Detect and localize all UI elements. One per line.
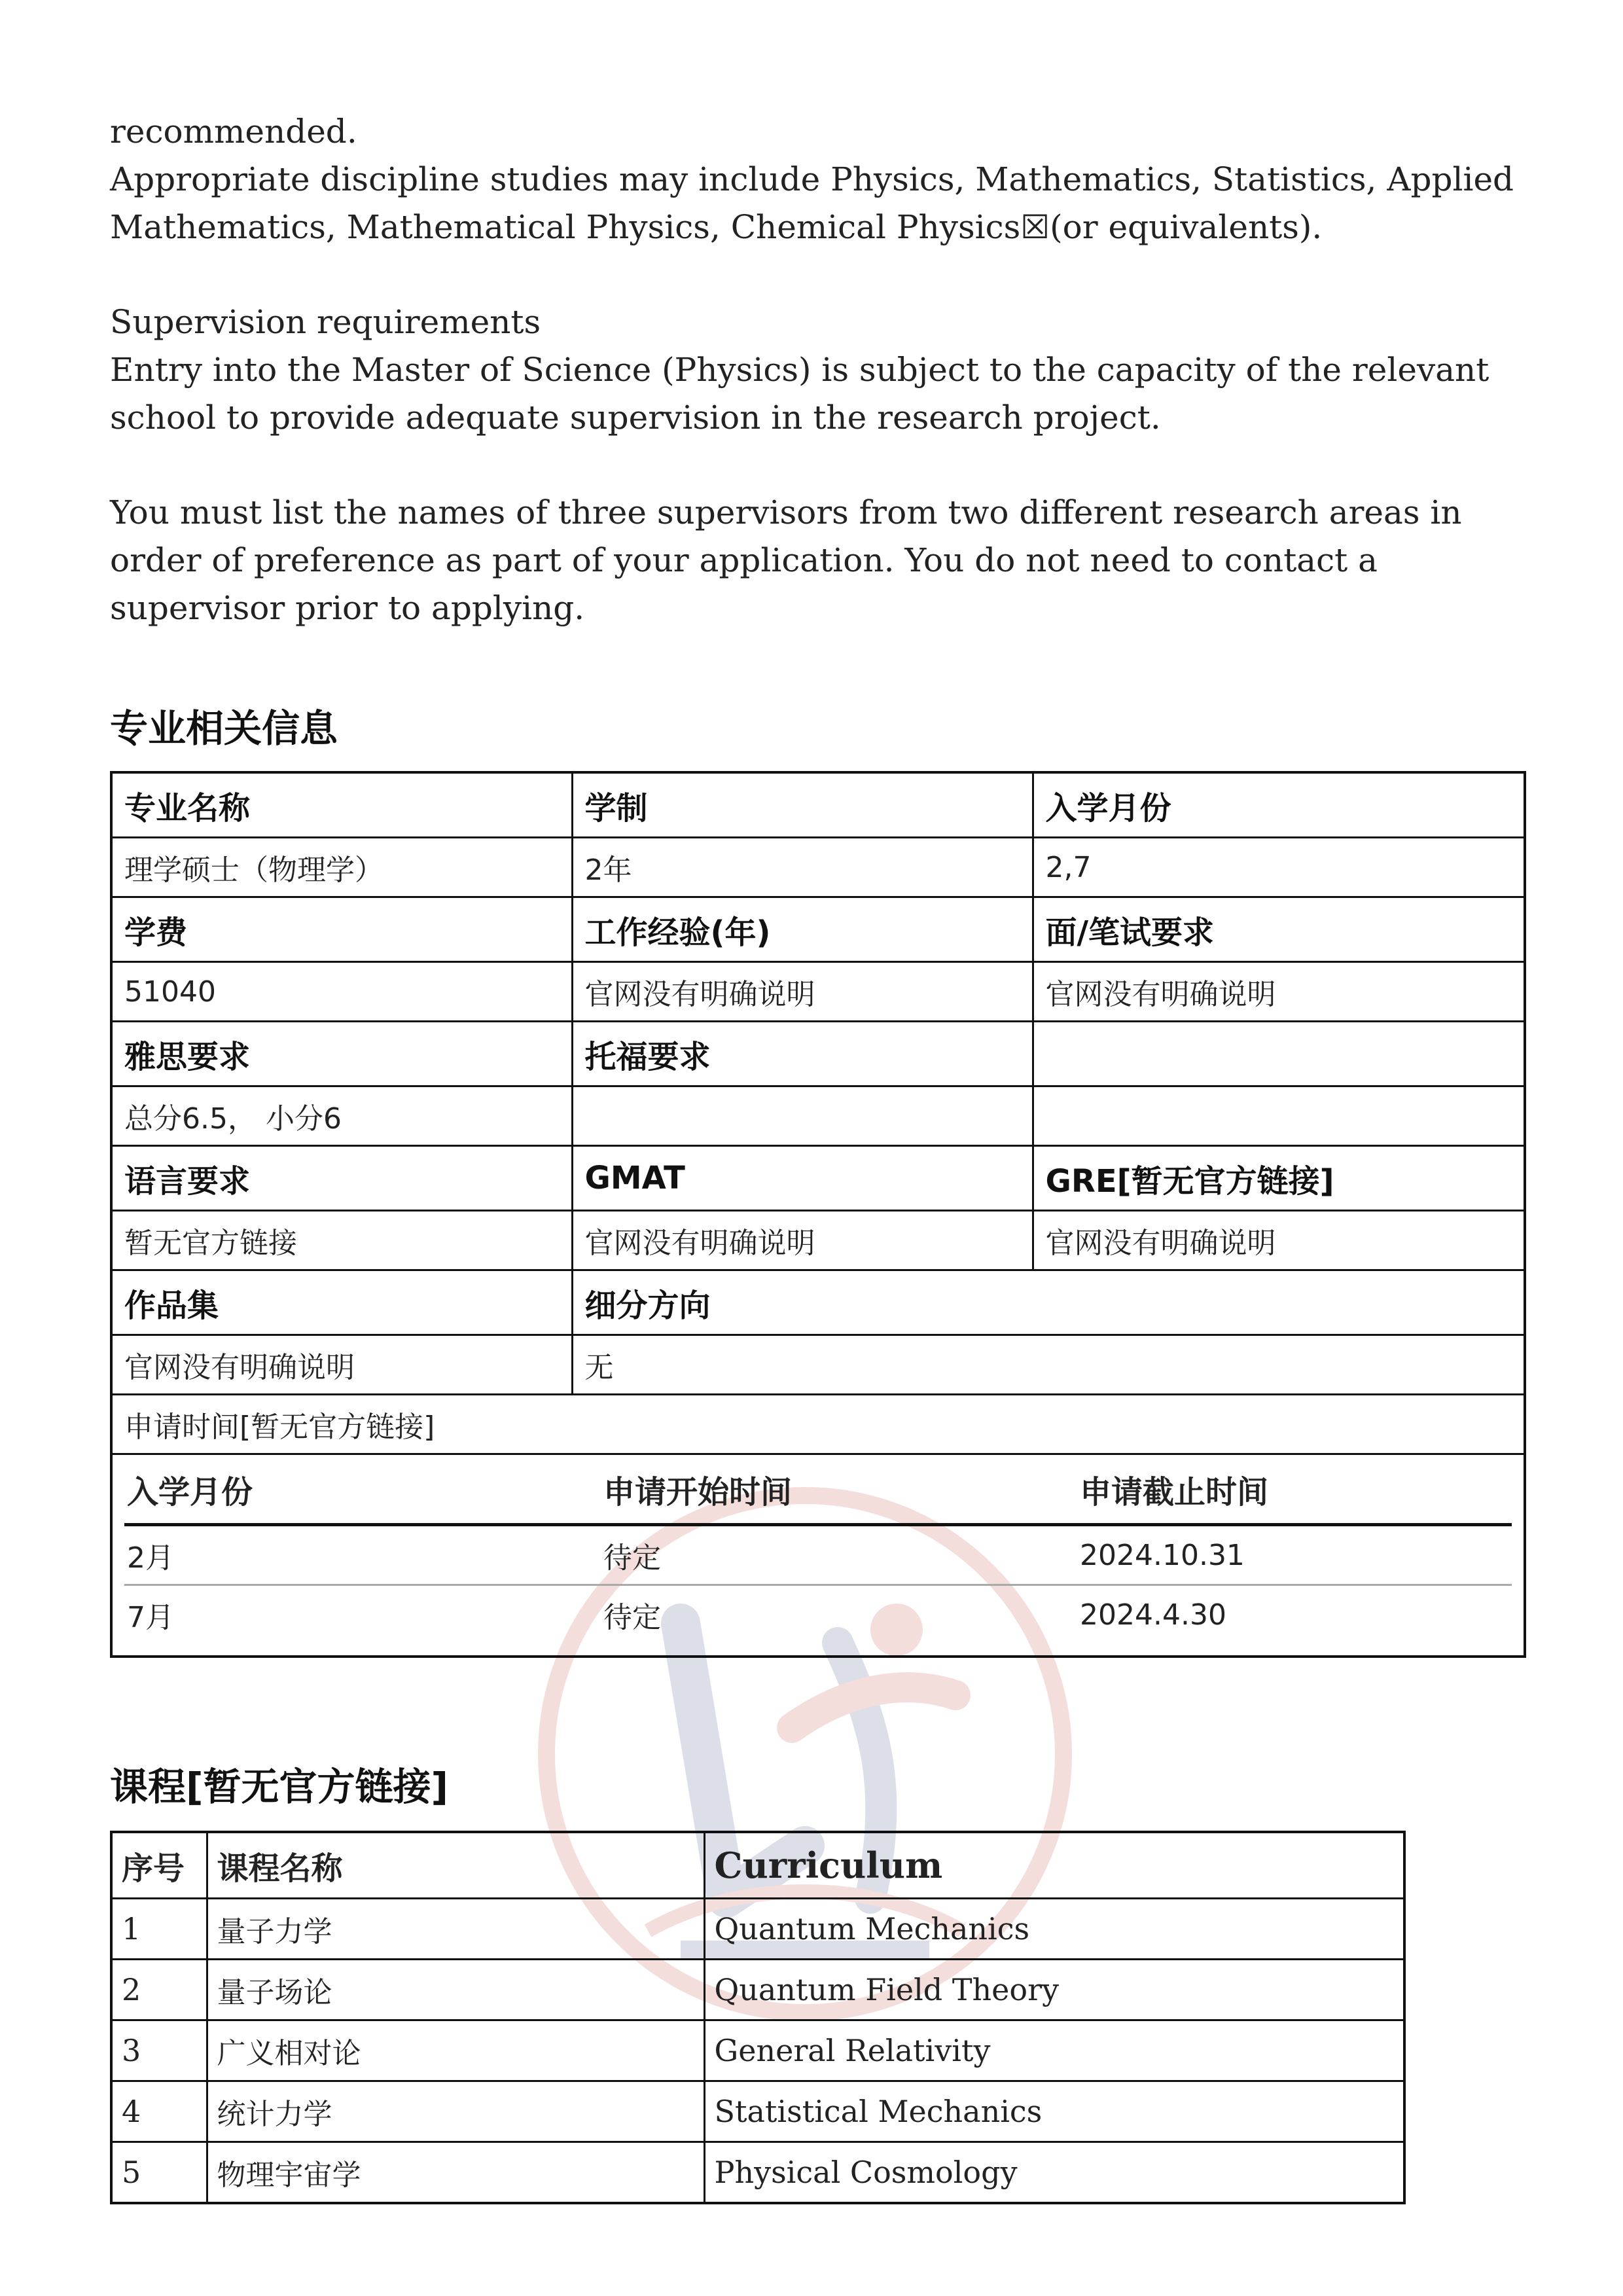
course-index: 2 bbox=[111, 1960, 207, 2020]
intake-month: 7月 bbox=[127, 1601, 174, 1634]
intake-value: 2,7 bbox=[1033, 838, 1525, 897]
course-name-cn: 统计力学 bbox=[207, 2081, 704, 2142]
toefl-label: 托福要求 bbox=[572, 1022, 1033, 1086]
start-date: 待定 bbox=[603, 1601, 661, 1634]
gre-value: 官网没有明确说明 bbox=[1033, 1211, 1525, 1270]
interview-value: 官网没有明确说明 bbox=[1033, 962, 1525, 1022]
empty-cell bbox=[1033, 1086, 1525, 1146]
courses-title: 课程[暂无官方链接] bbox=[110, 1765, 449, 1809]
course-name-en: Statistical Mechanics bbox=[704, 2081, 1404, 2142]
intake-label: 入学月份 bbox=[1033, 772, 1525, 838]
course-index: 5 bbox=[111, 2142, 207, 2204]
schedule-cell bbox=[111, 1454, 1525, 1657]
program-name-value: 理学硕士（物理学） bbox=[111, 838, 572, 897]
course-name-en: Physical Cosmology bbox=[704, 2142, 1404, 2204]
interview-label: 面/笔试要求 bbox=[1033, 897, 1525, 962]
application-time-label: 申请时间[暂无官方链接] bbox=[111, 1395, 1525, 1454]
language-label: 语言要求 bbox=[111, 1146, 572, 1211]
program-info-table bbox=[110, 771, 1526, 1658]
course-name-cn: 物理宇宙学 bbox=[207, 2142, 704, 2204]
duration-label: 学制 bbox=[572, 772, 1033, 838]
course-name-en: Quantum Field Theory bbox=[704, 1960, 1404, 2020]
intro-line-1: recommended. bbox=[110, 113, 357, 151]
course-header-name: 课程名称 bbox=[207, 1832, 704, 1899]
deadline: 2024.4.30 bbox=[1080, 1598, 1226, 1632]
empty-cell bbox=[1033, 1022, 1525, 1086]
language-value: 暂无官方链接 bbox=[111, 1211, 572, 1270]
course-header-index: 序号 bbox=[111, 1832, 207, 1899]
course-name-cn: 量子力学 bbox=[207, 1899, 704, 1960]
supervision-text: Entry into the Master of Science (Physics) is subject to the capacity of the relevant school to provide adequate supervision in the research project. bbox=[110, 351, 1489, 437]
supervision-heading: Supervision requirements bbox=[110, 303, 541, 341]
table-row bbox=[124, 1585, 1512, 1644]
gre-label: GRE[暂无官方链接] bbox=[1033, 1146, 1525, 1211]
program-info-title: 专业相关信息 bbox=[110, 706, 338, 751]
supervisor-list-text: You must list the names of three supervisors from two different research areas in order of preference as part of your application. You do not need to contact a supervisor prior to applying. bbox=[110, 493, 1462, 627]
course-name-en: Quantum Mechanics bbox=[704, 1899, 1404, 1960]
course-table bbox=[110, 1831, 1406, 2204]
intro-disciplines: Appropriate discipline studies may include Physics, Mathematics, Statistics, Applied Mathematics, Mathematical Physics, Chemical Physics☒(or equivalents). bbox=[110, 160, 1514, 246]
tuition-value: 51040 bbox=[111, 962, 572, 1022]
document-page bbox=[110, 108, 1524, 2204]
application-schedule-table bbox=[124, 1455, 1512, 1643]
portfolio-label: 作品集 bbox=[111, 1270, 572, 1335]
schedule-header: 申请开始时间 bbox=[601, 1455, 1077, 1525]
gmat-value: 官网没有明确说明 bbox=[572, 1211, 1033, 1270]
program-name-label: 专业名称 bbox=[111, 772, 572, 838]
course-index: 1 bbox=[111, 1899, 207, 1960]
course-name-cn: 广义相对论 bbox=[207, 2020, 704, 2081]
direction-label: 细分方向 bbox=[572, 1270, 1525, 1335]
direction-value: 无 bbox=[572, 1335, 1525, 1395]
intake-month: 2月 bbox=[124, 1525, 601, 1585]
table-row bbox=[111, 1899, 1404, 1960]
ielts-label: 雅思要求 bbox=[111, 1022, 572, 1086]
schedule-header: 申请截止时间 bbox=[1077, 1455, 1512, 1525]
course-name-cn: 量子场论 bbox=[207, 1960, 704, 2020]
table-row bbox=[111, 2142, 1404, 2204]
schedule-header: 入学月份 bbox=[124, 1455, 601, 1525]
deadline: 2024.10.31 bbox=[1077, 1525, 1512, 1585]
table-row bbox=[124, 1525, 1512, 1585]
course-index: 3 bbox=[111, 2020, 207, 2081]
table-row bbox=[111, 2020, 1404, 2081]
portfolio-value: 官网没有明确说明 bbox=[111, 1335, 572, 1395]
experience-label: 工作经验(年) bbox=[572, 897, 1033, 962]
ielts-value: 总分6.5， 小分6 bbox=[111, 1086, 572, 1146]
experience-value: 官网没有明确说明 bbox=[572, 962, 1033, 1022]
course-index: 4 bbox=[111, 2081, 207, 2142]
table-row bbox=[111, 2081, 1404, 2142]
toefl-value bbox=[572, 1086, 1033, 1146]
tuition-label: 学费 bbox=[111, 897, 572, 962]
course-name-en: General Relativity bbox=[704, 2020, 1404, 2081]
course-header-curriculum: Curriculum bbox=[704, 1832, 1404, 1899]
start-date: 待定 bbox=[601, 1525, 1077, 1585]
duration-value: 2年 bbox=[572, 838, 1033, 897]
gmat-label: GMAT bbox=[572, 1146, 1033, 1211]
table-row bbox=[111, 1960, 1404, 2020]
